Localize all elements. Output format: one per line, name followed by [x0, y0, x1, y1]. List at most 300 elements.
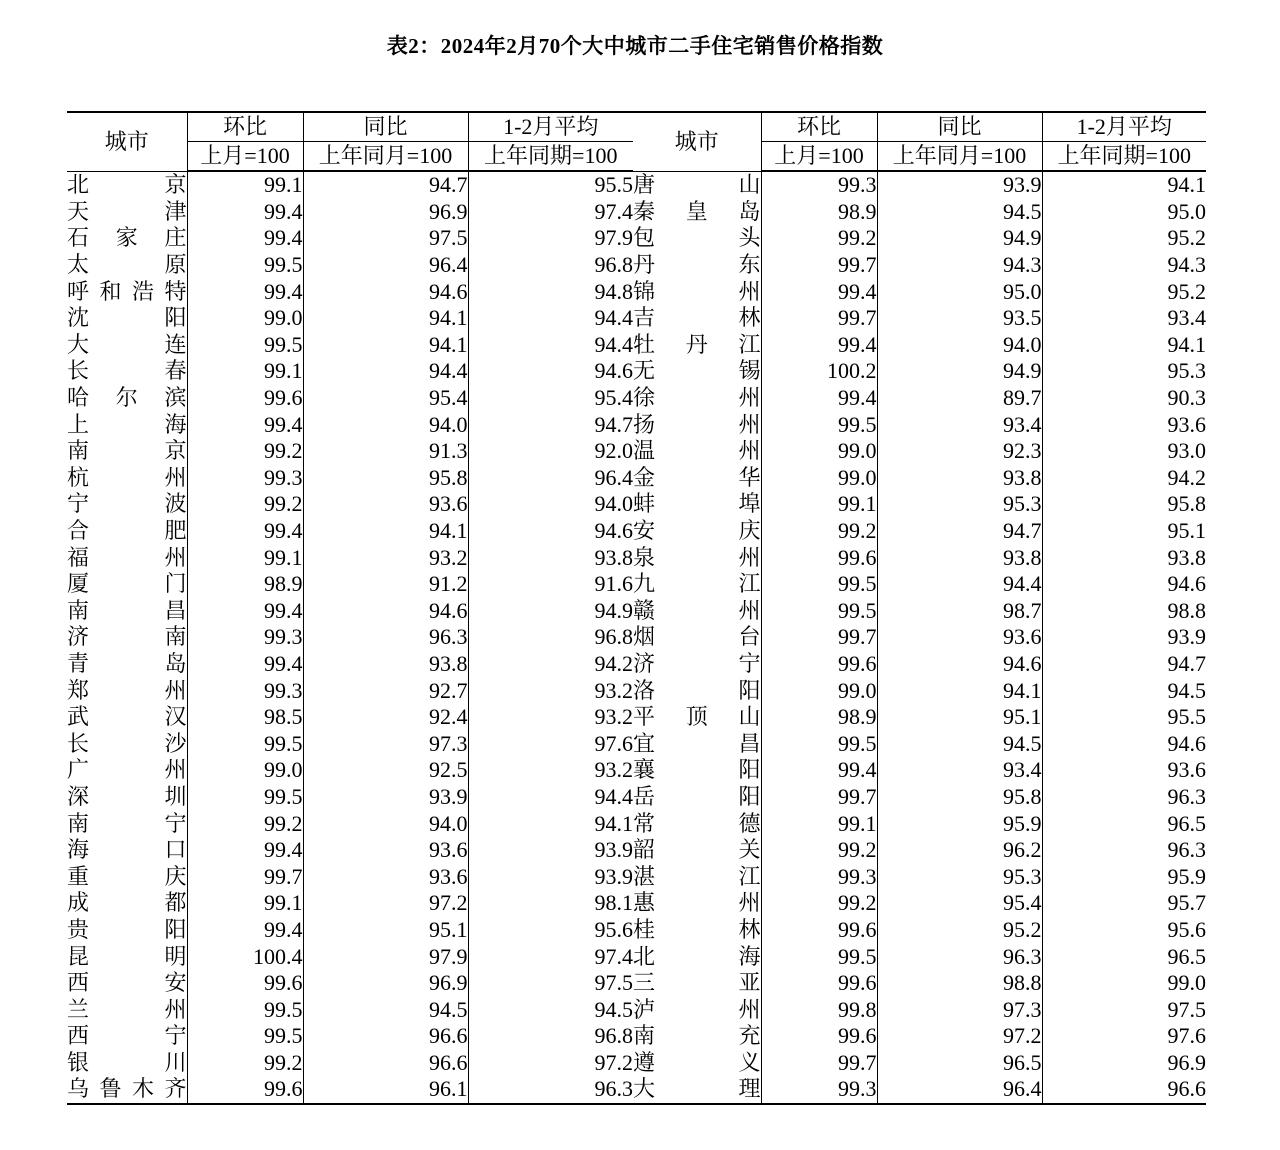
- yoy-index-cell: 96.9: [303, 970, 468, 997]
- yoy-index-cell: 96.9: [303, 199, 468, 226]
- yoy-index-cell: 89.7: [877, 385, 1042, 412]
- avg-index-cell: 94.1: [1042, 332, 1206, 359]
- yoy-index-cell: 94.6: [877, 651, 1042, 678]
- mom-index-cell: 99.6: [187, 970, 303, 997]
- city-name-cell: 韶关: [633, 837, 761, 863]
- avg-index-cell: 94.2: [1042, 465, 1206, 492]
- table-row: [67, 518, 1206, 545]
- avg-index-cell: 95.8: [1042, 491, 1206, 518]
- avg-index-cell: 97.9: [468, 225, 633, 252]
- table-row: [67, 278, 1206, 305]
- city-name-cell: 泸州: [633, 996, 761, 1022]
- avg-index-cell: 95.2: [1042, 225, 1206, 252]
- table-row: [67, 917, 1206, 944]
- yoy-index-cell: 97.5: [303, 225, 468, 252]
- city-name-cell: 襄阳: [633, 757, 761, 783]
- avg-index-cell: 93.9: [1042, 624, 1206, 651]
- avg-index-cell: 96.6: [1042, 1076, 1206, 1104]
- table-row: [67, 757, 1206, 784]
- yoy-index-cell: 94.5: [877, 199, 1042, 226]
- table-row: [67, 199, 1206, 226]
- table-row: [67, 970, 1206, 997]
- city-name-cell: 宜昌: [633, 730, 761, 756]
- city-name-cell: 烟台: [633, 624, 761, 650]
- yoy-index-cell: 96.4: [303, 252, 468, 279]
- mom-index-cell: 99.7: [761, 784, 877, 811]
- mom-index-cell: 99.6: [761, 544, 877, 571]
- table-row: [67, 624, 1206, 651]
- city-name-cell: 呼和浩特: [67, 278, 187, 304]
- avg-index-cell: 93.9: [468, 837, 633, 864]
- price-index-table: [67, 111, 1206, 1105]
- city-name-cell: 三亚: [633, 970, 761, 996]
- city-name-cell: 岳阳: [633, 783, 761, 809]
- city-name-cell: 金华: [633, 464, 761, 490]
- table-row: [67, 305, 1206, 332]
- table-title: 表2：2024年2月70个大中城市二手住宅销售价格指数: [386, 34, 884, 58]
- table-row: [67, 598, 1206, 625]
- avg-index-cell: 96.8: [468, 252, 633, 279]
- mom-index-cell: 99.4: [187, 225, 303, 252]
- mom-index-cell: 99.6: [761, 1023, 877, 1050]
- avg-index-cell: 96.5: [1042, 943, 1206, 970]
- yoy-index-cell: 96.2: [877, 837, 1042, 864]
- yoy-index-cell: 92.5: [303, 757, 468, 784]
- mom-index-cell: 99.2: [187, 491, 303, 518]
- table-body: [67, 171, 1206, 1104]
- yoy-index-cell: 96.3: [303, 624, 468, 651]
- avg-index-cell: 98.1: [468, 890, 633, 917]
- avg-index-cell: 93.8: [468, 544, 633, 571]
- city-name-cell: 南京: [67, 438, 187, 464]
- mom-index-cell: 99.6: [187, 385, 303, 412]
- mom-index-cell: 99.0: [761, 438, 877, 465]
- yoy-index-cell: 94.1: [303, 518, 468, 545]
- avg-index-cell: 94.1: [468, 810, 633, 837]
- mom-index-cell: 99.4: [187, 278, 303, 305]
- avg-index-cell: 95.5: [468, 171, 633, 199]
- mom-index-cell: 99.2: [761, 225, 877, 252]
- avg-index-cell: 94.5: [468, 996, 633, 1023]
- table-row: [67, 837, 1206, 864]
- avg-index-cell: 94.5: [1042, 677, 1206, 704]
- avg-index-cell: 95.3: [1042, 358, 1206, 385]
- city-name-cell: 吉林: [633, 305, 761, 331]
- table-row: [67, 651, 1206, 678]
- city-name-cell: 惠州: [633, 890, 761, 916]
- city-name-cell: 牡丹江: [633, 331, 761, 357]
- mom-index-cell: 99.6: [761, 651, 877, 678]
- mom-index-cell: 98.9: [761, 199, 877, 226]
- col-header-mom-left: 环比: [187, 112, 303, 142]
- avg-index-cell: 95.4: [468, 385, 633, 412]
- city-name-cell: 兰州: [67, 996, 187, 1022]
- yoy-index-cell: 94.4: [303, 358, 468, 385]
- city-name-cell: 赣州: [633, 597, 761, 623]
- col-header-yoy-left: 同比: [303, 112, 468, 142]
- mom-index-cell: 99.0: [187, 305, 303, 332]
- mom-index-cell: 99.5: [761, 730, 877, 757]
- mom-index-cell: 99.4: [187, 518, 303, 545]
- yoy-index-cell: 94.9: [877, 225, 1042, 252]
- city-name-cell: 沈阳: [67, 305, 187, 331]
- city-name-cell: 武汉: [67, 704, 187, 730]
- avg-index-cell: 97.4: [468, 199, 633, 226]
- mom-index-cell: 99.5: [761, 943, 877, 970]
- city-name-cell: 杭州: [67, 464, 187, 490]
- yoy-index-cell: 93.6: [303, 863, 468, 890]
- avg-index-cell: 97.4: [468, 943, 633, 970]
- table-row: [67, 544, 1206, 571]
- city-name-cell: 桂林: [633, 916, 761, 942]
- table-row: [67, 491, 1206, 518]
- yoy-index-cell: 93.9: [877, 171, 1042, 199]
- avg-index-cell: 95.1: [1042, 518, 1206, 545]
- avg-index-cell: 97.2: [468, 1050, 633, 1077]
- city-name-cell: 西安: [67, 970, 187, 996]
- city-name-cell: 遵义: [633, 1049, 761, 1075]
- mom-index-cell: 99.2: [187, 1050, 303, 1077]
- yoy-index-cell: 94.7: [303, 171, 468, 199]
- mom-index-cell: 99.5: [761, 571, 877, 598]
- mom-index-cell: 99.1: [761, 810, 877, 837]
- mom-index-cell: 99.5: [761, 598, 877, 625]
- avg-index-cell: 92.0: [468, 438, 633, 465]
- avg-index-cell: 93.4: [1042, 305, 1206, 332]
- mom-index-cell: 99.5: [187, 332, 303, 359]
- mom-index-cell: 99.1: [187, 544, 303, 571]
- mom-index-cell: 99.2: [187, 438, 303, 465]
- avg-index-cell: 96.4: [468, 465, 633, 492]
- avg-index-cell: 93.6: [1042, 757, 1206, 784]
- city-name-cell: 福州: [67, 544, 187, 570]
- col-header-avg-left: 1-2月平均: [468, 112, 633, 142]
- table-row: [67, 1023, 1206, 1050]
- city-name-cell: 大连: [67, 331, 187, 357]
- yoy-index-cell: 95.3: [877, 491, 1042, 518]
- yoy-index-cell: 92.7: [303, 677, 468, 704]
- city-name-cell: 锦州: [633, 278, 761, 304]
- avg-index-cell: 93.6: [1042, 411, 1206, 438]
- avg-index-cell: 99.0: [1042, 970, 1206, 997]
- avg-index-cell: 97.5: [1042, 996, 1206, 1023]
- city-name-cell: 无锡: [633, 358, 761, 384]
- mom-index-cell: 99.7: [761, 624, 877, 651]
- mom-index-cell: 99.4: [761, 757, 877, 784]
- mom-index-cell: 99.2: [761, 837, 877, 864]
- table-row: [67, 411, 1206, 438]
- avg-index-cell: 95.9: [1042, 863, 1206, 890]
- city-name-cell: 扬州: [633, 411, 761, 437]
- avg-index-cell: 93.8: [1042, 544, 1206, 571]
- city-name-cell: 温州: [633, 438, 761, 464]
- yoy-index-cell: 95.9: [877, 810, 1042, 837]
- yoy-index-cell: 97.2: [877, 1023, 1042, 1050]
- avg-index-cell: 96.3: [468, 1076, 633, 1104]
- col-subheader-mom-left: 上月=100: [187, 142, 303, 172]
- avg-index-cell: 95.7: [1042, 890, 1206, 917]
- table-row: [67, 890, 1206, 917]
- mom-index-cell: 99.3: [187, 677, 303, 704]
- mom-index-cell: 99.8: [761, 996, 877, 1023]
- yoy-index-cell: 95.8: [303, 465, 468, 492]
- yoy-index-cell: 94.0: [303, 411, 468, 438]
- city-name-cell: 平顶山: [633, 704, 761, 730]
- mom-index-cell: 99.7: [761, 305, 877, 332]
- mom-index-cell: 99.0: [761, 465, 877, 492]
- city-name-cell: 昆明: [67, 943, 187, 969]
- mom-index-cell: 99.7: [761, 1050, 877, 1077]
- city-name-cell: 安庆: [633, 518, 761, 544]
- yoy-index-cell: 96.6: [303, 1023, 468, 1050]
- mom-index-cell: 99.4: [187, 411, 303, 438]
- city-name-cell: 北海: [633, 943, 761, 969]
- yoy-index-cell: 94.9: [877, 358, 1042, 385]
- yoy-index-cell: 93.4: [877, 757, 1042, 784]
- table-row: [67, 943, 1206, 970]
- yoy-index-cell: 96.5: [877, 1050, 1042, 1077]
- yoy-index-cell: 93.6: [303, 837, 468, 864]
- yoy-index-cell: 98.8: [877, 970, 1042, 997]
- yoy-index-cell: 95.3: [877, 863, 1042, 890]
- city-name-cell: 唐山: [633, 172, 761, 198]
- avg-index-cell: 97.6: [1042, 1023, 1206, 1050]
- yoy-index-cell: 94.4: [877, 571, 1042, 598]
- avg-index-cell: 95.5: [1042, 704, 1206, 731]
- mom-index-cell: 100.4: [187, 943, 303, 970]
- table-row: [67, 358, 1206, 385]
- table-row: [67, 332, 1206, 359]
- city-name-cell: 长春: [67, 358, 187, 384]
- city-name-cell: 天津: [67, 198, 187, 224]
- city-name-cell: 广州: [67, 757, 187, 783]
- yoy-index-cell: 92.4: [303, 704, 468, 731]
- city-name-cell: 南昌: [67, 597, 187, 623]
- yoy-index-cell: 96.4: [877, 1076, 1042, 1104]
- mom-index-cell: 99.3: [761, 1076, 877, 1104]
- avg-index-cell: 94.7: [468, 411, 633, 438]
- city-name-cell: 九江: [633, 571, 761, 597]
- yoy-index-cell: 96.6: [303, 1050, 468, 1077]
- mom-index-cell: 99.1: [187, 358, 303, 385]
- city-name-cell: 贵阳: [67, 916, 187, 942]
- yoy-index-cell: 93.9: [303, 784, 468, 811]
- col-subheader-yoy-right: 上年同月=100: [877, 142, 1042, 172]
- mom-index-cell: 99.3: [761, 863, 877, 890]
- mom-index-cell: 99.0: [761, 677, 877, 704]
- col-header-avg-right: 1-2月平均: [1042, 112, 1206, 142]
- table-row: [67, 996, 1206, 1023]
- avg-index-cell: 94.8: [468, 278, 633, 305]
- yoy-index-cell: 97.9: [303, 943, 468, 970]
- city-name-cell: 合肥: [67, 518, 187, 544]
- table-row: [67, 784, 1206, 811]
- avg-index-cell: 95.6: [1042, 917, 1206, 944]
- city-name-cell: 泉州: [633, 544, 761, 570]
- city-name-cell: 太原: [67, 252, 187, 278]
- mom-index-cell: 99.7: [761, 252, 877, 279]
- avg-index-cell: 93.2: [468, 677, 633, 704]
- yoy-index-cell: 94.1: [303, 332, 468, 359]
- mom-index-cell: 99.5: [187, 252, 303, 279]
- mom-index-cell: 99.4: [187, 651, 303, 678]
- yoy-index-cell: 92.3: [877, 438, 1042, 465]
- city-name-cell: 乌鲁木齐: [67, 1076, 187, 1104]
- avg-index-cell: 96.8: [468, 624, 633, 651]
- city-name-cell: 济宁: [633, 650, 761, 676]
- avg-index-cell: 97.6: [468, 730, 633, 757]
- avg-index-cell: 97.5: [468, 970, 633, 997]
- yoy-index-cell: 97.2: [303, 890, 468, 917]
- yoy-index-cell: 95.0: [877, 278, 1042, 305]
- table-row: [67, 1050, 1206, 1077]
- yoy-index-cell: 94.3: [877, 252, 1042, 279]
- avg-index-cell: 96.5: [1042, 810, 1206, 837]
- mom-index-cell: 99.3: [761, 171, 877, 199]
- city-name-cell: 北京: [67, 172, 187, 198]
- city-name-cell: 石家庄: [67, 225, 187, 251]
- yoy-index-cell: 94.6: [303, 598, 468, 625]
- avg-index-cell: 90.3: [1042, 385, 1206, 412]
- col-subheader-avg-left: 上年同期=100: [468, 142, 633, 172]
- mom-index-cell: 99.4: [761, 385, 877, 412]
- city-name-cell: 大理: [633, 1076, 761, 1104]
- mom-index-cell: 98.5: [187, 704, 303, 731]
- avg-index-cell: 94.9: [468, 598, 633, 625]
- avg-index-cell: 94.6: [1042, 730, 1206, 757]
- yoy-index-cell: 91.3: [303, 438, 468, 465]
- mom-index-cell: 99.3: [187, 624, 303, 651]
- yoy-index-cell: 94.7: [877, 518, 1042, 545]
- yoy-index-cell: 97.3: [877, 996, 1042, 1023]
- avg-index-cell: 91.6: [468, 571, 633, 598]
- city-name-cell: 常德: [633, 810, 761, 836]
- yoy-index-cell: 96.1: [303, 1076, 468, 1104]
- mom-index-cell: 99.3: [187, 465, 303, 492]
- yoy-index-cell: 94.0: [877, 332, 1042, 359]
- avg-index-cell: 94.7: [1042, 651, 1206, 678]
- avg-index-cell: 98.8: [1042, 598, 1206, 625]
- mom-index-cell: 99.1: [761, 491, 877, 518]
- table-row: [67, 252, 1206, 279]
- yoy-index-cell: 97.3: [303, 730, 468, 757]
- mom-index-cell: 98.9: [761, 704, 877, 731]
- avg-index-cell: 94.4: [468, 784, 633, 811]
- city-name-cell: 南宁: [67, 810, 187, 836]
- table-row: [67, 863, 1206, 890]
- table-row: [67, 465, 1206, 492]
- yoy-index-cell: 95.4: [877, 890, 1042, 917]
- table-row: [67, 438, 1206, 465]
- yoy-index-cell: 93.6: [877, 624, 1042, 651]
- yoy-index-cell: 94.5: [303, 996, 468, 1023]
- avg-index-cell: 94.4: [468, 332, 633, 359]
- city-name-cell: 包头: [633, 225, 761, 251]
- mom-index-cell: 98.9: [187, 571, 303, 598]
- mom-index-cell: 99.4: [187, 917, 303, 944]
- col-header-mom-right: 环比: [761, 112, 877, 142]
- yoy-index-cell: 94.0: [303, 810, 468, 837]
- col-subheader-yoy-left: 上年同月=100: [303, 142, 468, 172]
- mom-index-cell: 99.5: [187, 730, 303, 757]
- yoy-index-cell: 93.2: [303, 544, 468, 571]
- city-name-cell: 厦门: [67, 571, 187, 597]
- col-header-city-left: 城市: [67, 112, 187, 171]
- mom-index-cell: 99.6: [761, 917, 877, 944]
- mom-index-cell: 99.2: [761, 890, 877, 917]
- yoy-index-cell: 95.1: [303, 917, 468, 944]
- city-name-cell: 秦皇岛: [633, 198, 761, 224]
- mom-index-cell: 99.7: [187, 863, 303, 890]
- avg-index-cell: 94.6: [468, 358, 633, 385]
- mom-index-cell: 99.1: [187, 171, 303, 199]
- yoy-index-cell: 94.1: [877, 677, 1042, 704]
- table-row: [67, 730, 1206, 757]
- avg-index-cell: 94.1: [1042, 171, 1206, 199]
- city-name-cell: 南充: [633, 1023, 761, 1049]
- city-name-cell: 丹东: [633, 252, 761, 278]
- yoy-index-cell: 93.8: [877, 465, 1042, 492]
- city-name-cell: 济南: [67, 624, 187, 650]
- mom-index-cell: 99.2: [761, 518, 877, 545]
- city-name-cell: 银川: [67, 1049, 187, 1075]
- avg-index-cell: 93.0: [1042, 438, 1206, 465]
- mom-index-cell: 99.5: [187, 1023, 303, 1050]
- yoy-index-cell: 93.4: [877, 411, 1042, 438]
- mom-index-cell: 99.2: [187, 810, 303, 837]
- yoy-index-cell: 94.6: [303, 278, 468, 305]
- table-row: [67, 225, 1206, 252]
- city-name-cell: 蚌埠: [633, 491, 761, 517]
- city-name-cell: 青岛: [67, 650, 187, 676]
- city-name-cell: 海口: [67, 837, 187, 863]
- city-name-cell: 郑州: [67, 677, 187, 703]
- mom-index-cell: 100.2: [761, 358, 877, 385]
- yoy-index-cell: 98.7: [877, 598, 1042, 625]
- avg-index-cell: 96.3: [1042, 784, 1206, 811]
- mom-index-cell: 99.5: [761, 411, 877, 438]
- city-name-cell: 西宁: [67, 1023, 187, 1049]
- avg-index-cell: 94.0: [468, 491, 633, 518]
- mom-index-cell: 99.6: [761, 970, 877, 997]
- yoy-index-cell: 95.8: [877, 784, 1042, 811]
- mom-index-cell: 99.0: [187, 757, 303, 784]
- avg-index-cell: 96.3: [1042, 837, 1206, 864]
- table-row: [67, 677, 1206, 704]
- table-row: [67, 704, 1206, 731]
- city-name-cell: 徐州: [633, 385, 761, 411]
- avg-index-cell: 94.6: [468, 518, 633, 545]
- mom-index-cell: 99.1: [187, 890, 303, 917]
- city-name-cell: 湛江: [633, 863, 761, 889]
- avg-index-cell: 95.2: [1042, 278, 1206, 305]
- avg-index-cell: 93.9: [468, 863, 633, 890]
- table-row: [67, 385, 1206, 412]
- table-row: [67, 810, 1206, 837]
- city-name-cell: 哈尔滨: [67, 385, 187, 411]
- col-subheader-mom-right: 上月=100: [761, 142, 877, 172]
- mom-index-cell: 99.5: [187, 784, 303, 811]
- mom-index-cell: 99.4: [187, 837, 303, 864]
- avg-index-cell: 96.9: [1042, 1050, 1206, 1077]
- table-row: [67, 571, 1206, 598]
- avg-index-cell: 95.6: [468, 917, 633, 944]
- mom-index-cell: 99.6: [187, 1076, 303, 1104]
- city-name-cell: 重庆: [67, 863, 187, 889]
- yoy-index-cell: 93.8: [303, 651, 468, 678]
- table-row: [67, 171, 1206, 199]
- avg-index-cell: 96.8: [468, 1023, 633, 1050]
